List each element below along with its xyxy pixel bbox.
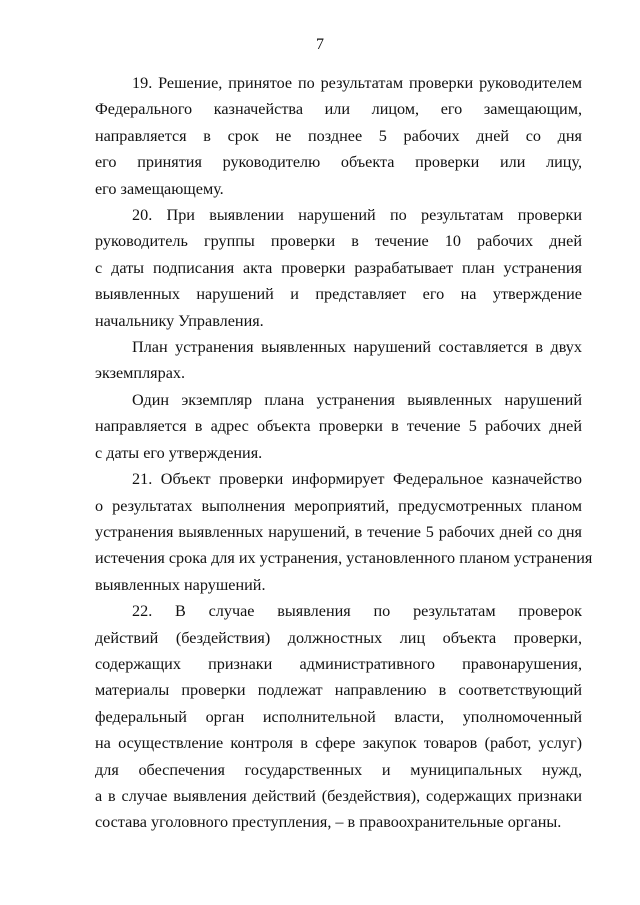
paragraph-line: федеральный орган исполнительной власти, уполномоченный (95, 707, 582, 726)
paragraph-line: экземплярах. (95, 364, 186, 383)
paragraph-22 (95, 598, 582, 836)
document-body (95, 70, 593, 836)
paragraph-line: выявленных нарушений. (95, 575, 266, 594)
paragraph-line: План устранения выявленных нарушений составляется в двух (132, 338, 582, 357)
paragraph-line: на осуществление контроля в сфере закупок товаров (работ, услуг) (95, 734, 582, 753)
paragraph-line: 19. Решение, принятое по результатам проверки руководителем (132, 74, 582, 92)
paragraph-line: материалы проверки подлежат направлению в соответствующий (95, 681, 582, 700)
paragraph-line: а в случае выявления действий (бездействия), содержащих признаки (95, 786, 582, 805)
paragraph-plan (95, 334, 582, 387)
paragraph-line: Федерального казначейства или лицом, его замещающим, (95, 100, 582, 119)
paragraph-19 (95, 70, 582, 202)
paragraph-line: с даты его утверждения. (95, 443, 263, 462)
paragraph-line: о результатах выполнения мероприятий, предусмотренных планом (95, 496, 582, 515)
paragraph-line: его принятия руководителю объекта проверки или лицу, (95, 153, 582, 172)
paragraph-line: действий (бездействия) должностных лиц объекта проверки, (95, 628, 582, 647)
paragraph-line: с даты подписания акта проверки разрабатывает план устранения (95, 258, 582, 277)
paragraph-line: содержащих признаки административного правонарушения, (95, 654, 582, 673)
paragraph-line: 22. В случае выявления по результатам проверок (132, 602, 582, 621)
paragraph-21 (95, 466, 593, 598)
paragraph-line: устранения выявленных нарушений, в течение 5 рабочих дней со дня (95, 522, 582, 541)
paragraph-line: направляется в адрес объекта проверки в течение 5 рабочих дней (95, 417, 582, 436)
paragraph-line: руководитель группы проверки в течение 10 рабочих дней (95, 232, 582, 251)
paragraph-line: для обеспечения государственных и муниципальных нужд, (95, 760, 582, 779)
paragraph-copy (95, 387, 582, 466)
paragraph-20 (95, 202, 582, 334)
paragraph-line: 21. Объект проверки информирует Федеральное казначейство (132, 470, 582, 489)
paragraph-line: Один экземпляр плана устранения выявленных нарушений (132, 390, 582, 409)
paragraph-line: направляется в срок не позднее 5 рабочих дней со дня (95, 126, 582, 145)
paragraph-line: 20. При выявлении нарушений по результатам проверки (132, 206, 582, 225)
paragraph-line: начальнику Управления. (95, 311, 264, 330)
paragraph-line: истечения срока для их устранения, установленного планом устранения (95, 549, 593, 568)
page-number: 7 (316, 36, 324, 53)
paragraph-line: его замещающему. (95, 179, 224, 198)
paragraph-line: состава уголовного преступления, – в правоохранительные органы. (95, 813, 562, 832)
paragraph-line: выявленных нарушений и представляет его на утверждение (95, 285, 582, 304)
